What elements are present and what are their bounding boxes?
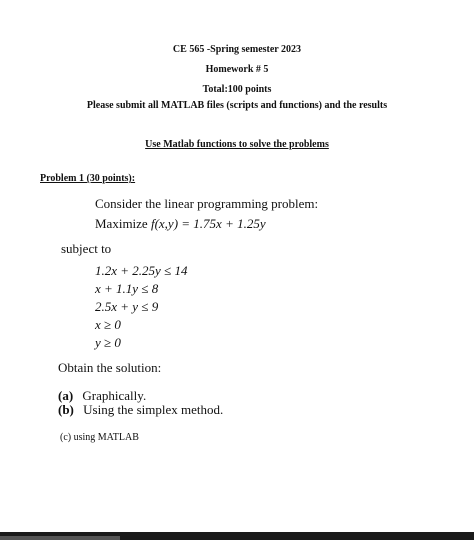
constraint-4: x ≥ 0	[95, 317, 121, 332]
matlab-note: Use Matlab functions to solve the problems	[145, 139, 329, 150]
part-b-label: (b)	[58, 402, 74, 417]
part-a-label: (a)	[58, 388, 74, 403]
submission-instruction: Please submit all MATLAB files (scripts and functions) and the results	[86, 100, 388, 111]
constraint-5: y ≥ 0	[95, 335, 121, 350]
objective-line	[95, 216, 266, 232]
constraint-3: 2.5x + y ≤ 9	[95, 299, 159, 314]
constraint-2: x + 1.1y ≤ 8	[95, 281, 159, 296]
total-points: Total:100 points	[202, 84, 272, 95]
constraint-1: 1.2x + 2.25y ≤ 14	[95, 263, 188, 278]
part-b	[58, 402, 223, 418]
subject-to-label: subject to	[61, 241, 112, 256]
homework-number: Homework # 5	[205, 64, 269, 75]
objective-label: Maximize	[95, 216, 148, 231]
problem-intro: Consider the linear programming problem:	[95, 196, 319, 211]
problem-title: Problem 1 (30 points):	[40, 173, 136, 184]
part-a-text: Graphically.	[82, 388, 147, 403]
objective-function: f(x,y) = 1.75x + 1.25y	[150, 216, 266, 231]
bottom-window-edge-highlight	[0, 536, 120, 540]
course-title: CE 565 -Spring semester 2023	[172, 44, 302, 55]
part-b-text: Using the simplex method.	[83, 402, 224, 417]
obtain-solution: Obtain the solution:	[58, 360, 162, 375]
part-c: (c) using MATLAB	[60, 432, 139, 443]
